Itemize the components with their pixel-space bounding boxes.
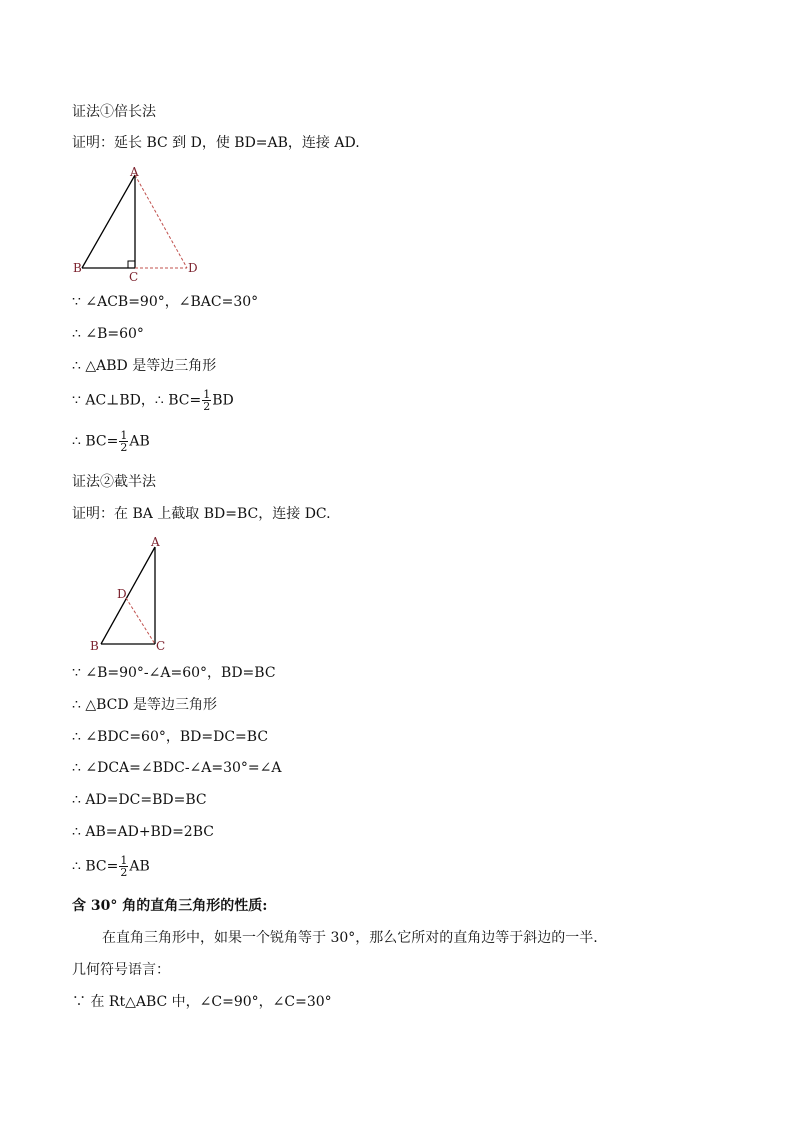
property-title: 含 30° 角的直角三角形的性质:: [72, 898, 268, 914]
method1-step-3: ∴ △ABD 是等边三角形: [72, 358, 217, 374]
method1-label-c: C: [129, 270, 139, 284]
method2-step-4: ∴ ∠DCA=∠BDC-∠A=30°=∠A: [72, 760, 282, 776]
method2-step-7-prefix: ∴ BC=: [72, 858, 119, 875]
method2-proof-intro: 证明：在 BA 上截取 BD=BC，连接 DC.: [72, 506, 331, 522]
symbolic-language-label: 几何符号语言：: [72, 962, 170, 978]
method1-step-2: ∴ ∠B=60°: [72, 326, 144, 342]
method2-label-b: B: [90, 639, 99, 653]
method1-step-5-suffix: AB: [129, 433, 150, 450]
method1-step-4-suffix: BD: [212, 392, 234, 409]
method1-heading: 证法①倍长法: [72, 104, 156, 120]
method2-step-7-suffix: AB: [129, 858, 150, 875]
method2-label-d: D: [117, 587, 127, 601]
method2-step-2: ∴ △BCD 是等边三角形: [72, 697, 218, 713]
method1-label-a: A: [130, 165, 139, 179]
method1-label-d: D: [188, 261, 198, 275]
method2-step-7: [72, 855, 150, 878]
method1-step-5-prefix: ∴ BC=: [72, 433, 119, 450]
method2-heading: 证法②截半法: [72, 474, 156, 490]
fraction-half: $\frac{1}{2}$: [203, 388, 211, 413]
method1-label-b: B: [73, 261, 82, 275]
method2-step-5: ∴ AD=DC=BD=BC: [72, 792, 207, 808]
method1-proof-intro: 证明：延长 BC 到 D，使 BD=AB，连接 AD.: [72, 135, 360, 151]
method2-step-6: ∴ AB=AD+BD=2BC: [72, 824, 214, 840]
fraction-half: $\frac{1}{2}$: [120, 429, 128, 454]
symbolic-language-statement: ∵ 在 Rt△ABC 中，∠C=90°，∠C=30°: [72, 994, 332, 1010]
method2-label-c: C: [156, 639, 166, 653]
method1-step-1: ∵ ∠ACB=90°，∠BAC=30°: [72, 294, 259, 310]
method2-label-a: A: [151, 535, 160, 549]
method2-step-1: ∵ ∠B=90°-∠A=60°，BD=BC: [72, 665, 276, 681]
method2-step-3: ∴ ∠BDC=60°，BD=DC=BC: [72, 729, 269, 745]
method1-step-4-prefix: ∵ AC⊥BD，∴ BC=: [72, 392, 202, 409]
property-statement: 在直角三角形中，如果一个锐角等于 30°，那么它所对的直角边等于斜边的一半.: [102, 930, 598, 946]
fraction-half: $\frac{1}{2}$: [120, 854, 128, 879]
